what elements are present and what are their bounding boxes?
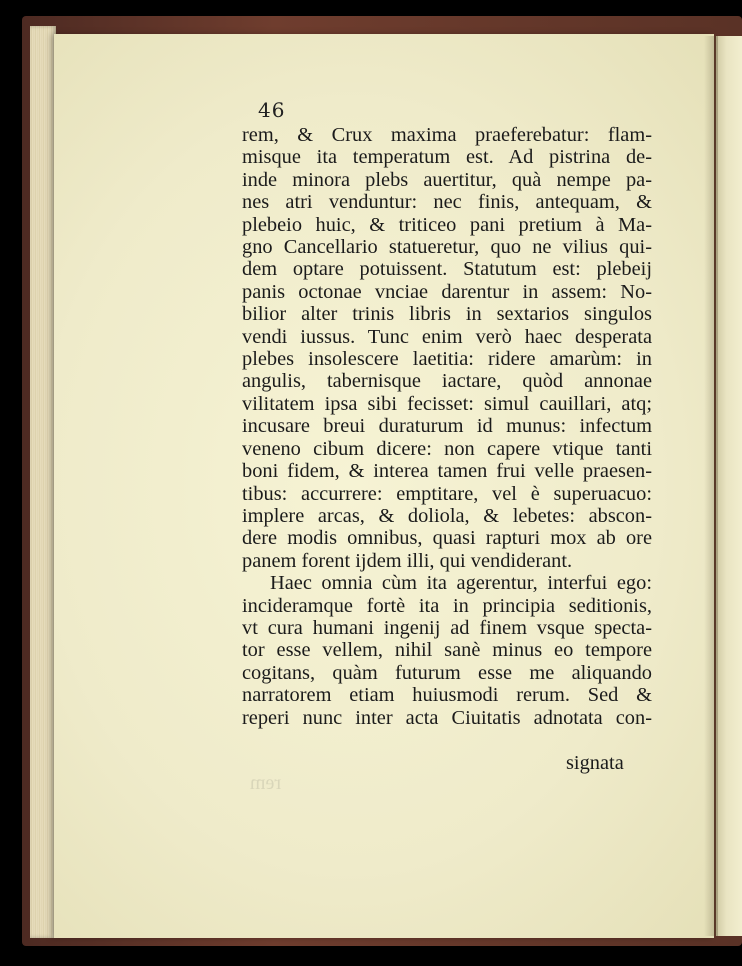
text-line: angulis, tabernisque iactare, quòd annonae: [242, 370, 652, 393]
text-line: dere modis omnibus, quasi rapturi mox ab ore: [242, 527, 652, 550]
body-text: [242, 124, 652, 729]
text-line: nes atri venduntur: nec finis, antequam, &: [242, 191, 652, 214]
text-line: tor esse vellem, nihil sanè minus eo tempore: [242, 639, 652, 662]
text-line: gno Cancellario statueretur, quo ne vilius qui-: [242, 236, 652, 259]
text-line: misque ita temperatum est. Ad pistrina de-: [242, 146, 652, 169]
text-line: panem forent ijdem illi, qui vendiderant.: [242, 549, 573, 572]
text-line: panis octonae vnciae darentur in assem: No-: [242, 280, 652, 303]
text-line: plebeio huic, & triticeo pani pretium à Ma-: [242, 213, 652, 236]
text-line: boni fidem, & interea tamen frui velle praesen-: [242, 460, 652, 483]
text-line: incusare breui duraturum id munus: infectum: [242, 415, 652, 438]
text-line: vt cura humani ingenij ad finem vsque specta-: [242, 616, 652, 639]
text-line: vendi iussus. Tunc enim verò haec desperata: [242, 325, 652, 348]
page-edges: [30, 26, 56, 938]
page-number: 46: [258, 98, 286, 122]
text-line: implere arcas, & doliola, & lebetes: abscon-: [242, 504, 652, 527]
bleed-through-text: rem: [250, 772, 282, 794]
text-line: cogitans, quàm futurum esse me aliquando: [242, 661, 652, 684]
gutter-shadow: [704, 36, 718, 936]
text-line: veneno cibum dicere: non capere vtique tanti: [242, 437, 652, 460]
text-line: vilitatem ipsa sibi fecisset: simul cauillari, atq;: [242, 392, 652, 415]
facing-page-edge: [716, 36, 742, 936]
text-line: inde minora plebs auertitur, quà nempe pa-: [242, 168, 652, 191]
text-line: incideramque fortè ita in principia seditionis,: [242, 594, 652, 617]
catchword: signata: [566, 752, 624, 774]
text-line: Haec omnia cùm ita agerentur, interfui ego:: [270, 572, 652, 595]
text-line: bilior alter trinis libris in sextarios singulos: [242, 303, 652, 326]
text-line: reperi nunc inter acta Ciuitatis adnotata con-: [242, 706, 652, 729]
text-line: narratorem etiam huiusmodi rerum. Sed &: [242, 684, 652, 707]
text-line: dem optare potuissent. Statutum est: plebeij: [242, 258, 652, 281]
text-line: plebes insolescere laetitia: ridere amarùm: in: [242, 348, 652, 371]
text-line: tibus: accurrere: emptitare, vel è superuacuo:: [242, 482, 652, 505]
text-line: rem, & Crux maxima praeferebatur: flam-: [242, 124, 652, 146]
